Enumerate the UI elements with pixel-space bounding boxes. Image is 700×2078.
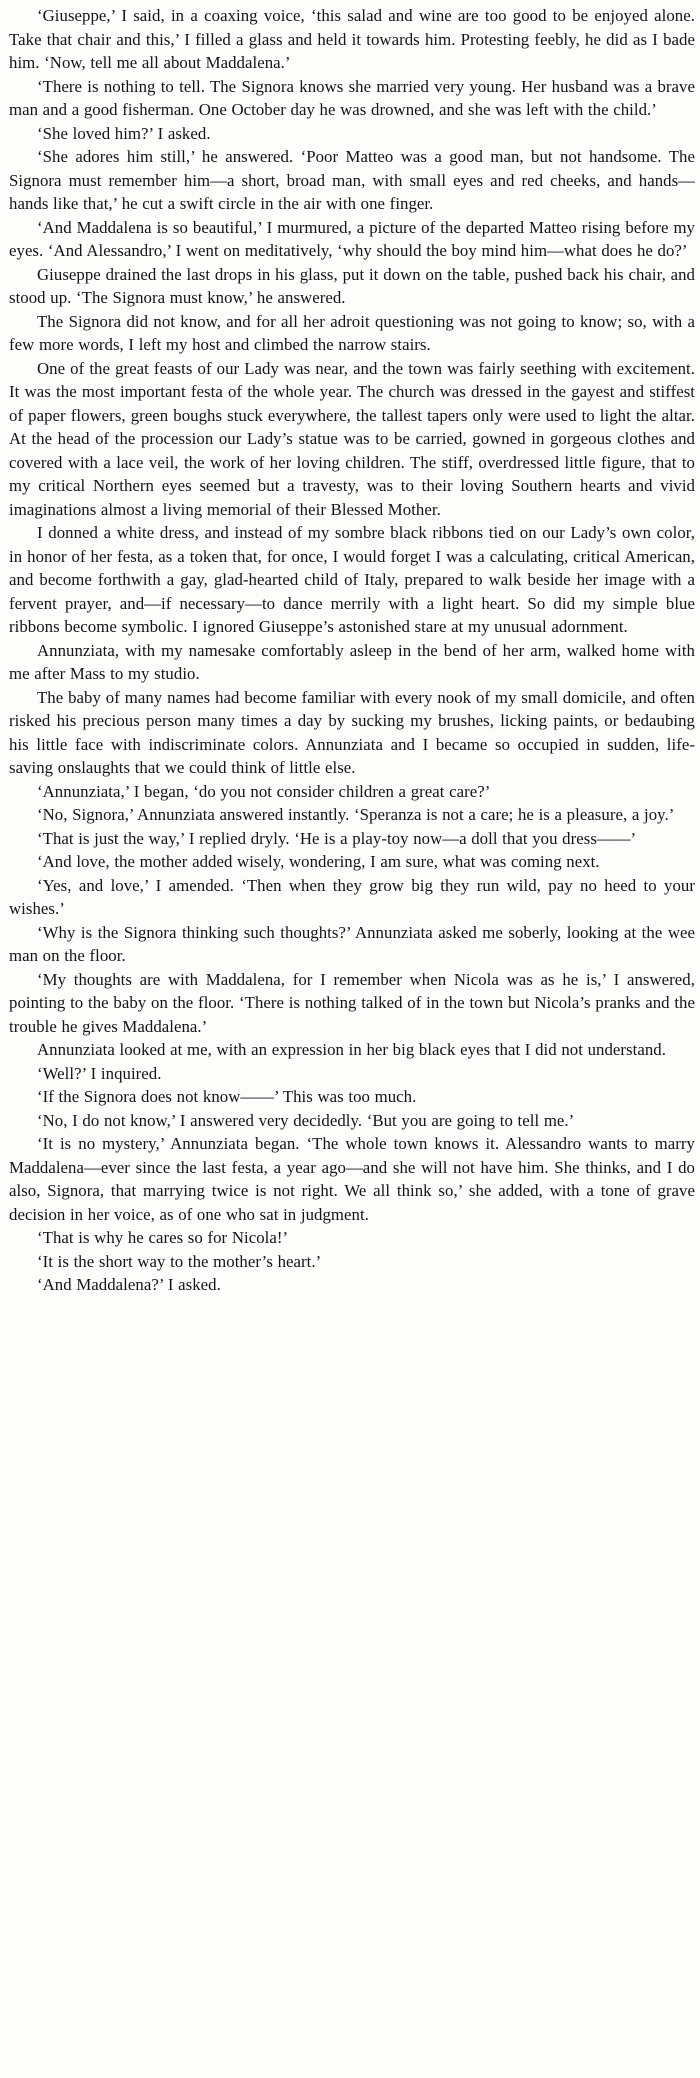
- paragraph: ‘That is just the way,’ I replied dryly. ‘He is a play-toy now—a doll that you dress——’: [37, 828, 637, 848]
- paragraph: ‘Yes, and love,’ I amended. ‘Then when they grow big they run wild, pay no heed to your wishes.’: [9, 875, 695, 918]
- paragraph: ‘It is no mystery,’ Annunziata began. ‘The whole town knows it. Alessandro wants to marry Maddalena—ever since the last festa, a year ago—and she will not have him. She thinks, and I do also, Signora, that marrying twice is not right. We all think so,’ she added, with a tone of grave decision in her voice, as of one who sat in judgment.: [9, 1134, 695, 1224]
- paragraph: Annunziata, with my namesake comfortably asleep in the bend of her arm, walked home with me after Mass to my studio.: [9, 640, 695, 683]
- paragraph: ‘That is why he cares so for Nicola!’: [37, 1228, 289, 1247]
- paragraph: Annunziata looked at me, with an expression in her big black eyes that I did not understand.: [37, 1040, 666, 1059]
- paragraph: ‘And Maddalena?’ I asked.: [37, 1275, 221, 1294]
- paragraph: The Signora did not know, and for all her adroit questioning was not going to know; so, with a few more words, I left my host and climbed the narrow stairs.: [9, 311, 695, 354]
- paragraph: The baby of many names had become familiar with every nook of my small domicile, and often risked his precious person many times a day by sucking my brushes, licking paints, or bedaubing his little face with indiscriminate colors. Annunziata and I became so occupied in sudden, life-saving onslaughts that we could think of little else.: [9, 687, 695, 777]
- paragraph: ‘No, I do not know,’ I answered very decidedly. ‘But you are going to tell me.’: [37, 1110, 575, 1130]
- paragraph: One of the great feasts of our Lady was near, and the town was fairly seething with excitement. It was the most important festa of the whole year. The church was dressed in the gayest and stiffest of paper flowers, green boughs stuck everywhere, the tallest tapers only were used to light the altar. At the head of the procession our Lady’s statue was to be carried, gowned in gorgeous clothes and covered with a lace veil, the work of her loving children. The stiff, overdressed little figure, that to my critical Northern eyes seemed but a travesty, was to their loving Southern hearts and vivid imaginations almost a living memorial of their Blessed Mother.: [9, 358, 695, 519]
- paragraph: ‘And love, the mother added wisely, wondering, I am sure, what was coming next.: [37, 852, 600, 871]
- paragraph: ‘Why is the Signora thinking such thoughts?’ Annunziata asked me soberly, looking at the wee man on the floor.: [9, 922, 695, 965]
- paragraph: ‘She loved him?’ I asked.: [37, 123, 211, 143]
- paragraph: I donned a white dress, and instead of my sombre black ribbons tied on our Lady’s own color, in honor of her festa, as a token that, for once, I would forget I was a calculating, critical American, and become forthwith a gay, glad-hearted child of Italy, prepared to walk beside her image with a fervent prayer, and—if necessary—to dance merrily with a light heart. So did my simple blue ribbons become symbolic. I ignored Giuseppe’s astonished stare at my unusual adornment.: [9, 523, 695, 636]
- paragraph: ‘And Maddalena is so beautiful,’ I murmured, a picture of the departed Matteo rising before my eyes. ‘And Alessandro,’ I went on meditatively, ‘why should the boy mind him—what does he do?’: [9, 217, 695, 260]
- paragraph: ‘She adores him still,’ he answered. ‘Poor Matteo was a good man, but not handsome. The Signora must remember him—a short, broad man, with small eyes and red cheeks, and hands—hands like that,’ he cut a swift circle in the air with one finger.: [9, 147, 695, 213]
- paragraph: ‘No, Signora,’ Annunziata answered instantly. ‘Speranza is not a care; he is a pleasure, a joy.’: [37, 805, 675, 824]
- paragraph: ‘Giuseppe,’ I said, in a coaxing voice, ‘this salad and wine are too good to be enjoyed alone. Take that chair and this,’ I filled a glass and held it towards him. Protesting feebly, he did as I bade him. ‘Now, tell me all about Maddalena.’: [9, 6, 695, 72]
- paragraph: ‘Well?’ I inquired.: [37, 1063, 162, 1083]
- paragraph: ‘There is nothing to tell. The Signora knows she married very young. Her husband was a brave man and a good fisherman. One October day he was drowned, and she was left with the child.’: [9, 76, 695, 119]
- paragraph: ‘Annunziata,’ I began, ‘do you not consider children a great care?’: [37, 781, 491, 801]
- paragraph: Giuseppe drained the last drops in his glass, put it down on the table, pushed back his chair, and stood up. ‘The Signora must know,’ he answered.: [9, 264, 695, 307]
- paragraph: ‘My thoughts are with Maddalena, for I remember when Nicola was as he is,’ I answered, pointing to the baby on the floor. ‘There is nothing talked of in the town but Nicola’s pranks and the trouble he gives Maddalena.’: [9, 969, 695, 1036]
- paragraph: ‘It is the short way to the mother’s heart.’: [37, 1251, 322, 1271]
- paragraph: ‘If the Signora does not know——’ This was too much.: [37, 1087, 417, 1106]
